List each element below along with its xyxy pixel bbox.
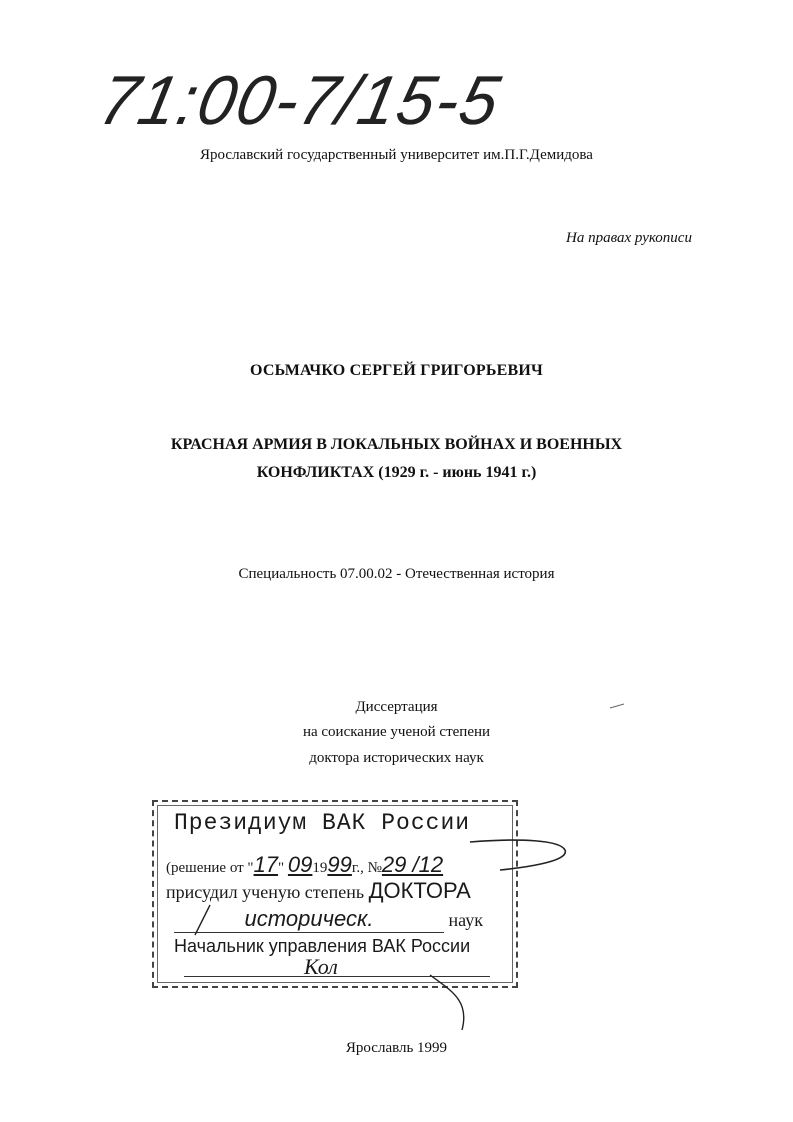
stamp-signature: Кол bbox=[304, 954, 338, 979]
signature-slash bbox=[195, 905, 210, 935]
stamp-head: Начальник управления ВАК России bbox=[174, 936, 471, 956]
science-suffix: наук bbox=[448, 910, 483, 930]
degree-prefix: присудил ученую степень bbox=[166, 882, 365, 902]
stamp-title: Президиум ВАК России bbox=[174, 810, 471, 836]
dissertation-degree-line: на соискание ученой степени bbox=[302, 724, 491, 740]
stamp-flourish bbox=[470, 840, 565, 870]
decision-month: 09 bbox=[287, 852, 313, 877]
title-line-2: КОНФЛИКТАХ (1929 г. - июнь 1941 г.) bbox=[256, 464, 537, 481]
dissertation-label: Диссертация bbox=[355, 699, 438, 715]
science-field: историческ. bbox=[174, 906, 444, 933]
university-name: Ярославский государственный университет им.П.Г.Демидова bbox=[200, 147, 593, 163]
specialty: Специальность 07.00.02 - Отечественная история bbox=[238, 566, 555, 582]
decision-prefix: (решение от " bbox=[166, 860, 254, 876]
archive-number: 71:00-7/15-5 bbox=[93, 61, 509, 139]
decision-middle: " bbox=[278, 860, 288, 876]
author-name: ОСЬМАЧКО СЕРГЕЙ ГРИГОРЬЕВИЧ bbox=[250, 362, 543, 379]
decision-number-label: г., № bbox=[351, 860, 382, 876]
stray-mark bbox=[610, 704, 624, 708]
city-year: Ярославль 1999 bbox=[345, 1040, 448, 1056]
manuscript-rights: На правах рукописи bbox=[566, 230, 692, 246]
decision-year: 99 bbox=[327, 852, 352, 877]
decision-day: 17 bbox=[253, 852, 279, 877]
title-line-1: КРАСНАЯ АРМИЯ В ЛОКАЛЬНЫХ ВОЙНАХ И ВОЕННЫХ bbox=[170, 436, 623, 453]
decision-year-prefix: 19 bbox=[312, 860, 328, 876]
signature-tail bbox=[430, 975, 464, 1030]
degree-value: ДОКТОРА bbox=[368, 878, 471, 903]
decision-number: 29 /12 bbox=[381, 852, 444, 877]
dissertation-field-line: доктора исторических наук bbox=[309, 750, 484, 766]
